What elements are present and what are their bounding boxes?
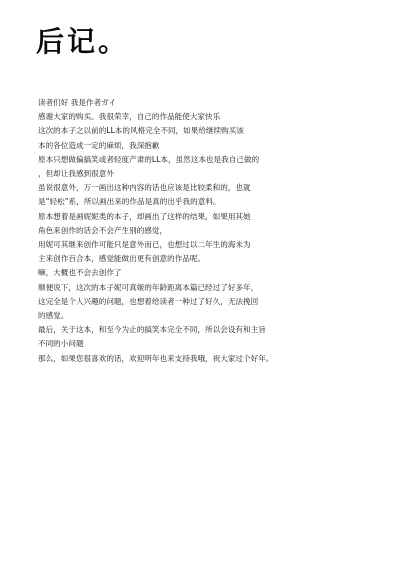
text-line: 最后，关于这本，和至今为止的搞笑本完全不同，所以会设有和主旨: [38, 325, 266, 335]
text-line: 原本只想做偏搞笑或者轻度产肃的LL本，虽然这本也是我自己做的: [38, 154, 260, 164]
text-line: 用妮可其继来创作可能只是意外而已，也想过以二年生的海未为: [38, 240, 251, 250]
text-line: 感谢大家的购买。我很荣幸，自己的作品能使大家快乐: [38, 112, 221, 122]
text-line: 读者们好 我是作者ガイ: [38, 98, 117, 107]
afterword-body: [38, 96, 378, 366]
text-line: 这完全是个人兴趣的问题，也想着给读者一种过了好久，无法挽回: [38, 296, 259, 306]
text-line: 角色来创作的话会不会产生别的感觉，: [38, 225, 168, 235]
text-line: 原本想着是画妮妮类的本子，却画出了这样的结果，如果用其她: [38, 211, 251, 221]
text-line: 的感觉。: [38, 311, 69, 321]
text-line: 顺便说下，这次的本子妮可真姬的年龄距离本篇已经过了好多年，: [38, 282, 259, 292]
text-line: 本的各位造成一定的麻烦，我深抱歉: [38, 140, 160, 150]
text-line: 那么，如果您很喜欢的话，欢迎明年也来支持我哦，祝大家过个好年。: [38, 353, 274, 363]
text-line: 虽说很意外，万一画出这种内容的话也应该是比较柔和的，也就: [38, 183, 251, 193]
text-line: 这次的本子之以前的LL本的风格完全不同，如果给继续购买该: [38, 126, 244, 136]
page-title: 后记。: [36, 25, 130, 58]
text-line: ，但却让我感到很意外: [38, 169, 114, 179]
text-line: 不同的小问题: [38, 339, 84, 349]
text-line: 是“轻松”系，所以画出来的作品是真的出乎我的意料。: [38, 197, 221, 207]
text-line: 嘛，大概也不会去创作了: [38, 268, 122, 278]
text-line: 主来创作百合本，感觉能做出更有创意的作品呢。: [38, 254, 206, 264]
